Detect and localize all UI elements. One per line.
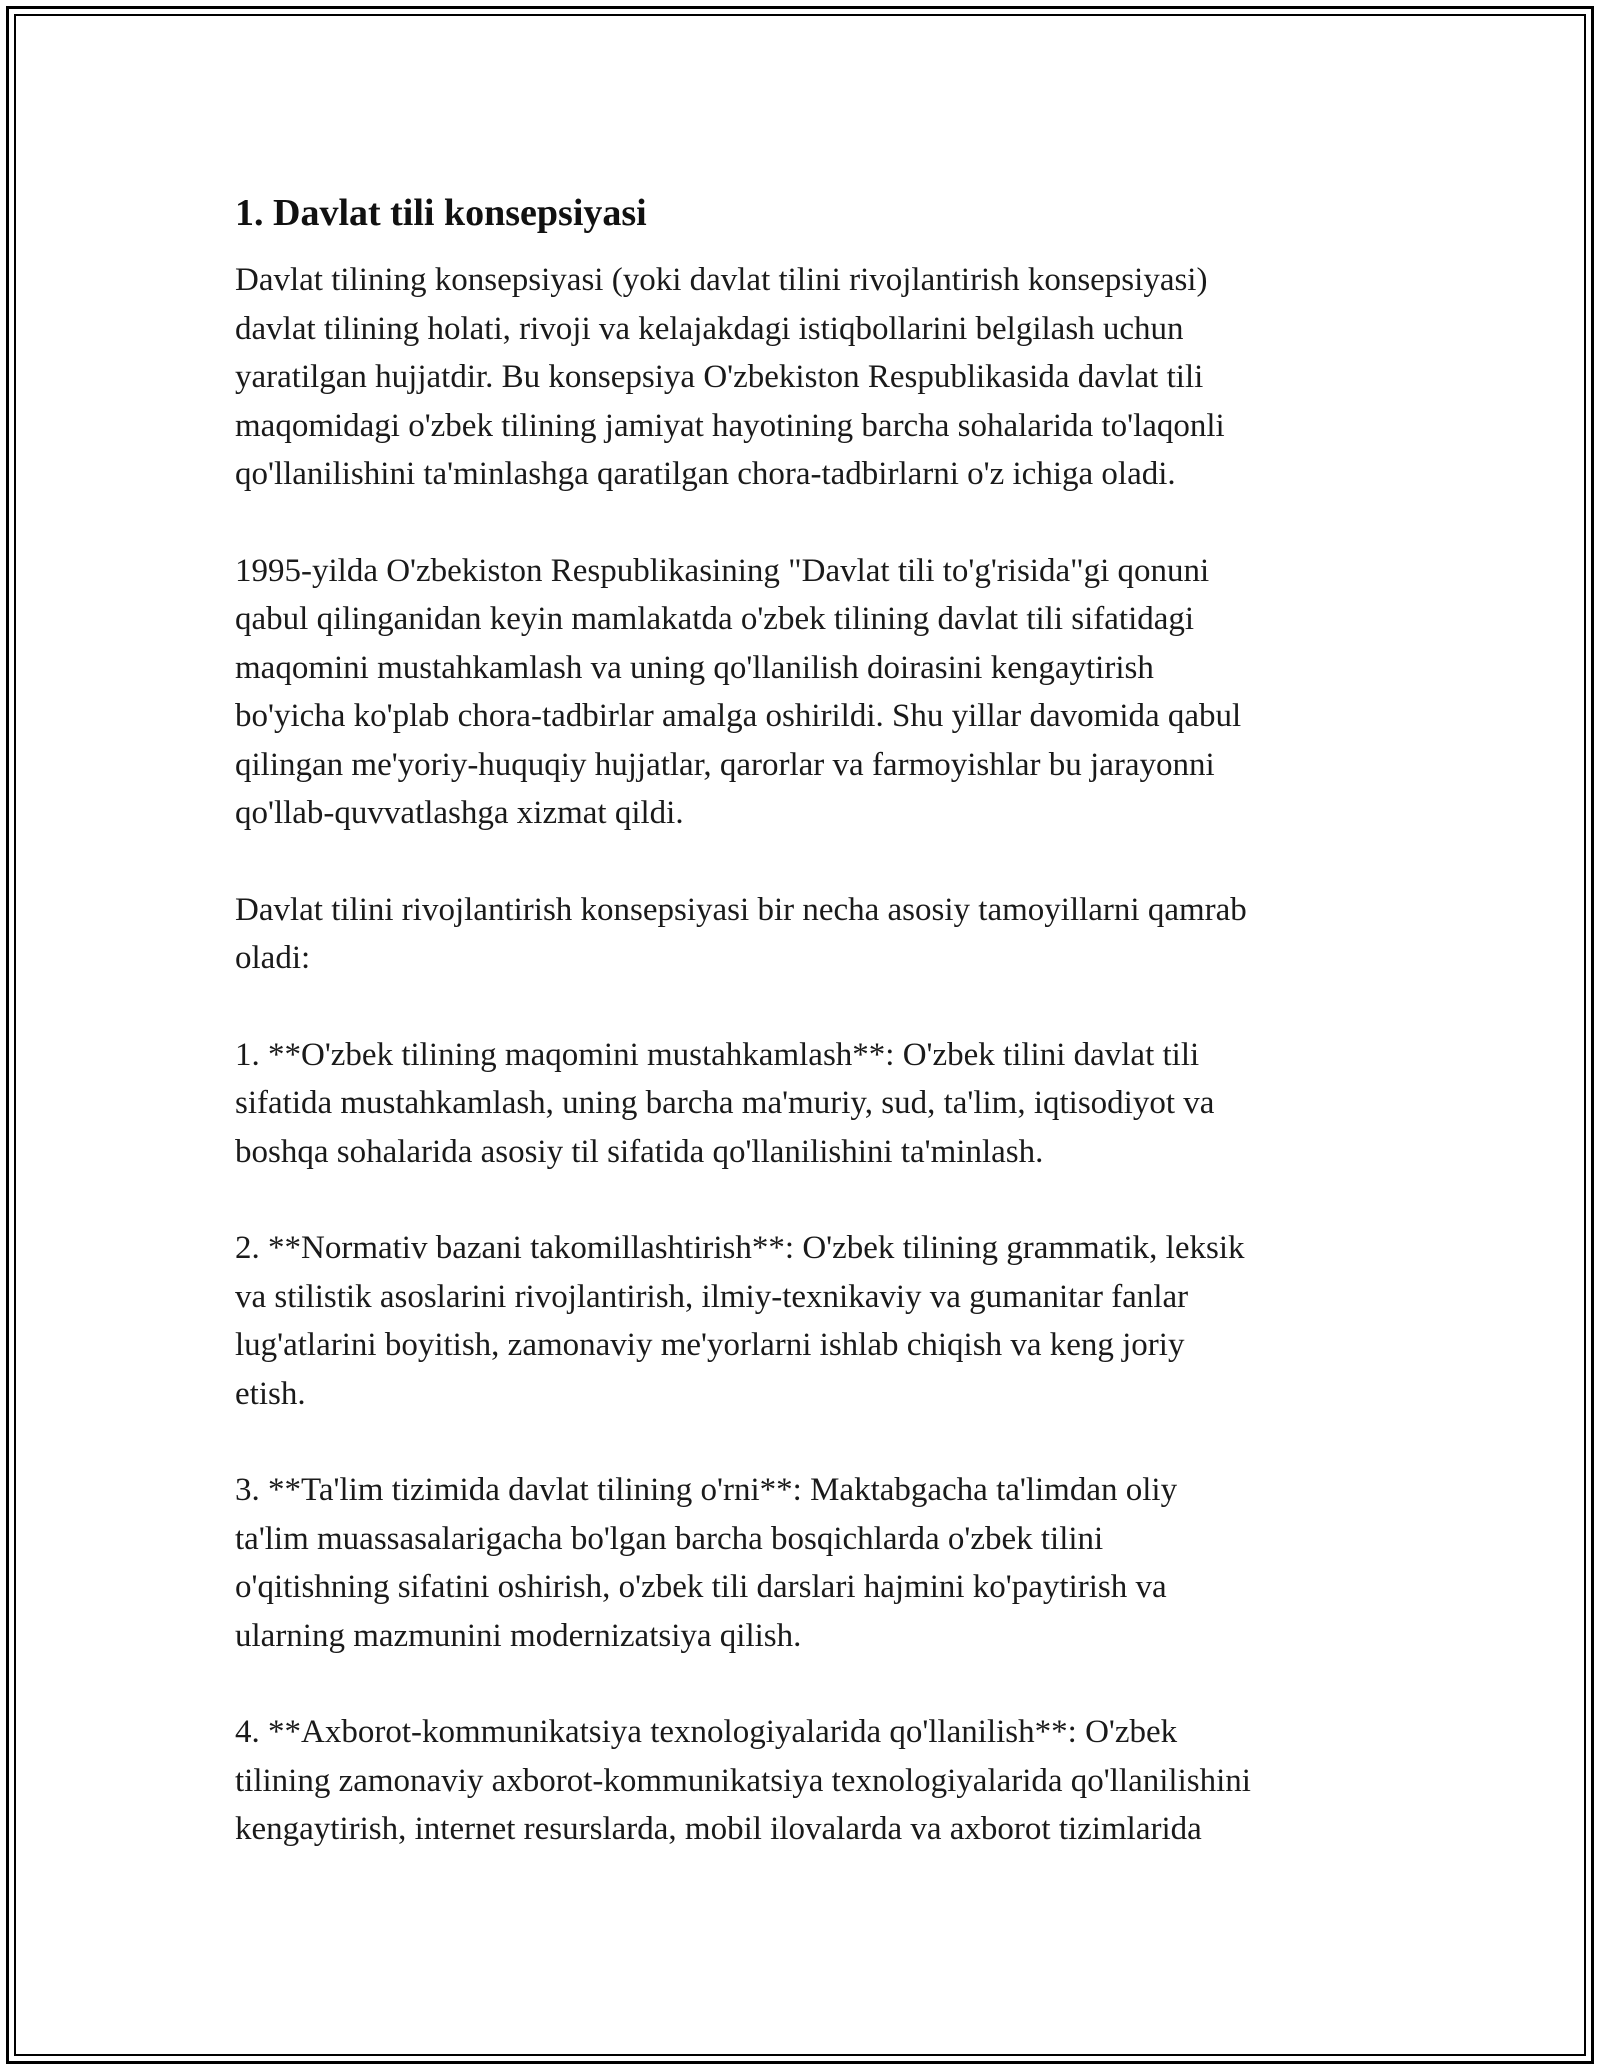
principle-item-2: 2. **Normativ bazani takomillashtirish**: O'zbek tilining grammatik, leksik va stilistik asoslarini rivojlantirish, ilmiy-texnikaviy va gumanitar fanlar lug'atlarini boyitish, zamonaviy me'yorlarni ishlab chiqish va keng joriy etish. <box>235 1230 1245 1412</box>
history-paragraph: 1995-yilda O'zbekiston Respublikasining "Davlat tili to'g'risida"gi qonuni qabul qilinganidan keyin mamlakatda o'zbek tilining davlat tili sifatidagi maqomini mustahkamlash va uning qo'llanilish doirasini kengaytirish bo'yicha ko'plab chora-tadbirlar amalga oshirildi. Shu yillar davomida qabul qilingan me'yoriy-huquqiy hujjatlar, qarorlar va farmoyishlar bu jarayonni qo'llab-quvvatlashga xizmat qildi. <box>235 552 1242 831</box>
principle-item-3: 3. **Ta'lim tizimida davlat tilining o'rni**: Maktabgacha ta'limdan oliy ta'lim muassasalarigacha bo'lgan barcha bosqichlarda o'zbek tilini o'qitishning sifatini oshirish, o'zbek tili darslari hajmini ko'paytirish va ularning mazmunini modernizatsiya qilish. <box>235 1472 1178 1654</box>
principle-item-1: 1. **O'zbek tilining maqomini mustahkamlash**: O'zbek tilini davlat tili sifatida mustahkamlash, uning barcha ma'muriy, sud, ta'lim, iqtisodiyot va boshqa sohalarida asosiy til sifatida qo'llanilishini ta'minlash. <box>235 1036 1215 1170</box>
document-heading: 1. Davlat tili konsepsiyasi <box>235 192 647 234</box>
principles-intro-paragraph: Davlat tilini rivojlantirish konsepsiyasi bir necha asosiy tamoyillarni qamrab oladi: <box>235 891 1247 976</box>
document-body <box>235 188 1375 1902</box>
intro-paragraph: Davlat tilining konsepsiyasi (yoki davlat tilini rivojlantirish konsepsiyasi) davlat tilining holati, rivoji va kelajakdagi istiqbollarini belgilash uchun yaratilgan hujjatdir. Bu konsepsiya O'zbekiston Respublikasida davlat tili maqomidagi o'zbek tilining jamiyat hayotining barcha sohalarida to'laqonli qo'llanilishini ta'minlashga qaratilgan chora-tadbirlarni o'z ichiga oladi. <box>235 262 1225 492</box>
principle-item-4: 4. **Axborot-kommunikatsiya texnologiyalarida qo'llanilish**: O'zbek tilining zamonaviy axborot-kommunikatsiya texnologiyalarida qo'llanilishini kengaytirish, internet resurslarda, mobil ilovalarda va axborot tizimlarida <box>235 1714 1251 1847</box>
